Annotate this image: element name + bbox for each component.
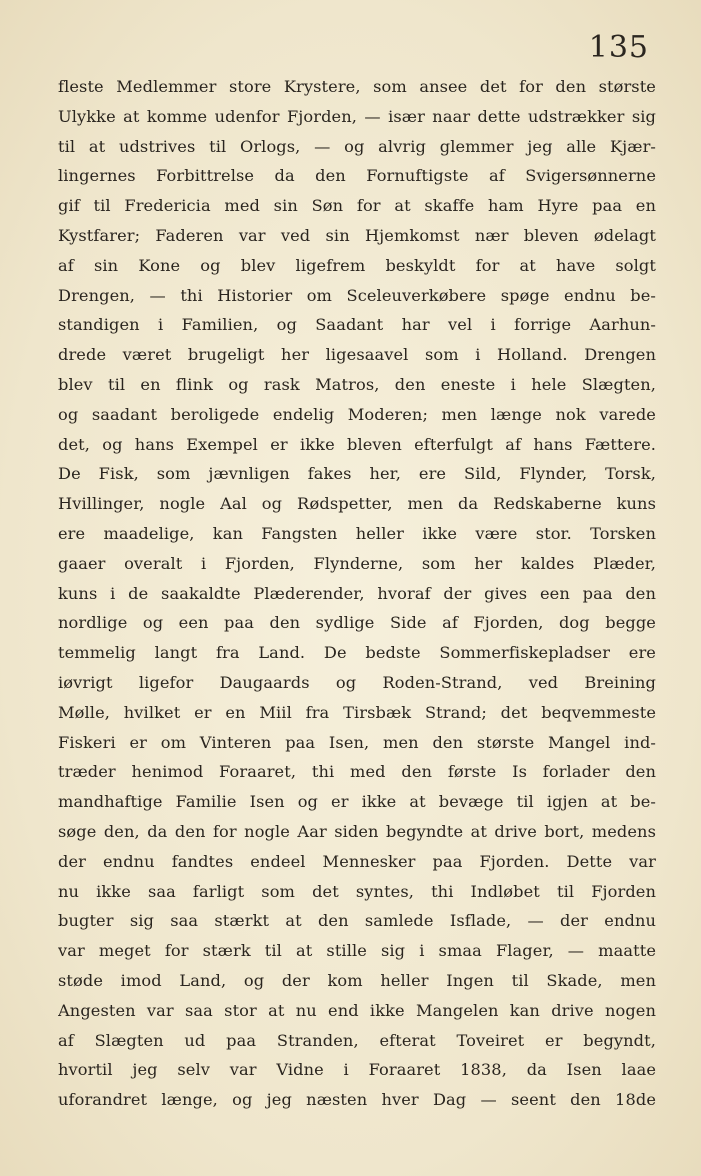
text-line: træder henimod Foraaret, thi med den første Is forlader den	[58, 762, 656, 782]
text-line: Ulykke at komme udenfor Fjorden, — især naar dette udstrækker sig	[58, 106, 656, 126]
text-line: af Slægten ud paa Stranden, efterat Toveiret er begyndt,	[58, 1030, 656, 1050]
text-line: Fiskeri er om Vinteren paa Isen, men den største Mangel ind-	[58, 732, 656, 752]
text-line: Mølle, hvilket er en Miil fra Tirsbæk Strand; det beqvemmeste	[58, 702, 656, 722]
text-line: iøvrigt ligefor Daugaards og Roden-Strand, ved Breining	[58, 672, 656, 692]
text-line: var meget for stærk til at stille sig i smaa Flager, — maatte	[58, 941, 656, 961]
text-line: lingernes Forbittrelse da den Fornuftigste af Svigersønnerne	[58, 166, 656, 186]
text-line: mandhaftige Familie Isen og er ikke at bevæge til igjen at be-	[58, 792, 656, 812]
text-line: temmelig langt fra Land. De bedste Sommerfiskepladser ere	[58, 643, 656, 663]
page-number: 135	[588, 30, 649, 65]
text-line: Hvillinger, nogle Aal og Rødspetter, men da Redskaberne kuns	[58, 494, 656, 514]
text-line: Drengen, — thi Historier om Sceleuverkøbere spøge endnu be-	[58, 285, 656, 305]
text-line: det, og hans Exempel er ikke bleven efterfulgt af hans Fættere.	[58, 434, 656, 454]
text-line: gif til Fredericia med sin Søn for at skaffe ham Hyre paa en	[58, 196, 656, 216]
text-line: bugter sig saa stærkt at den samlede Isflade, — der endnu	[58, 911, 656, 931]
text-line: blev til en flink og rask Matros, den eneste i hele Slægten,	[58, 374, 656, 394]
text-line: Kystfarer; Faderen var ved sin Hjemkomst nær bleven ødelagt	[58, 225, 656, 245]
text-line: af sin Kone og blev ligefrem beskyldt for at have solgt	[58, 255, 656, 275]
text-line: til at udstrives til Orlogs, — og alvrig glemmer jeg alle Kjær-	[58, 136, 656, 156]
text-line: nordlige og een paa den sydlige Side af Fjorden, dog begge	[58, 613, 656, 633]
text-line: hvortil jeg selv var Vidne i Foraaret 1838, da Isen laae	[58, 1060, 656, 1080]
text-line: søge den, da den for nogle Aar siden begyndte at drive bort, medens	[58, 821, 656, 841]
text-line: gaaer overalt i Fjorden, Flynderne, som her kaldes Plæder,	[58, 553, 656, 573]
text-line: støde imod Land, og der kom heller Ingen til Skade, men	[58, 970, 656, 990]
text-line: ere maadelige, kan Fangsten heller ikke være stor. Torsken	[58, 523, 656, 543]
text-line: der endnu fandtes endeel Mennesker paa Fjorden. Dette var	[58, 851, 656, 871]
text-line: uforandret længe, og jeg næsten hver Dag — seent den 18de	[58, 1090, 656, 1110]
text-line: De Fisk, som jævnligen fakes her, ere Sild, Flynder, Torsk,	[58, 464, 656, 484]
text-line: nu ikke saa farligt som det syntes, thi Indløbet til Fjorden	[58, 881, 656, 901]
body-text	[58, 72, 656, 1162]
text-line: standigen i Familien, og Saadant har vel i forrige Aarhun-	[58, 315, 656, 335]
text-line: drede været brugeligt her ligesaavel som i Holland. Drengen	[58, 345, 656, 365]
text-line: kuns i de saakaldte Plæderender, hvoraf der gives een paa den	[58, 583, 656, 603]
text-line: og saadant beroligede endelig Moderen; men længe nok varede	[58, 404, 656, 424]
text-line: fleste Medlemmer store Krystere, som ansee det for den største	[58, 77, 656, 96]
text-line: Angesten var saa stor at nu end ikke Mangelen kan drive nogen	[58, 1000, 656, 1020]
